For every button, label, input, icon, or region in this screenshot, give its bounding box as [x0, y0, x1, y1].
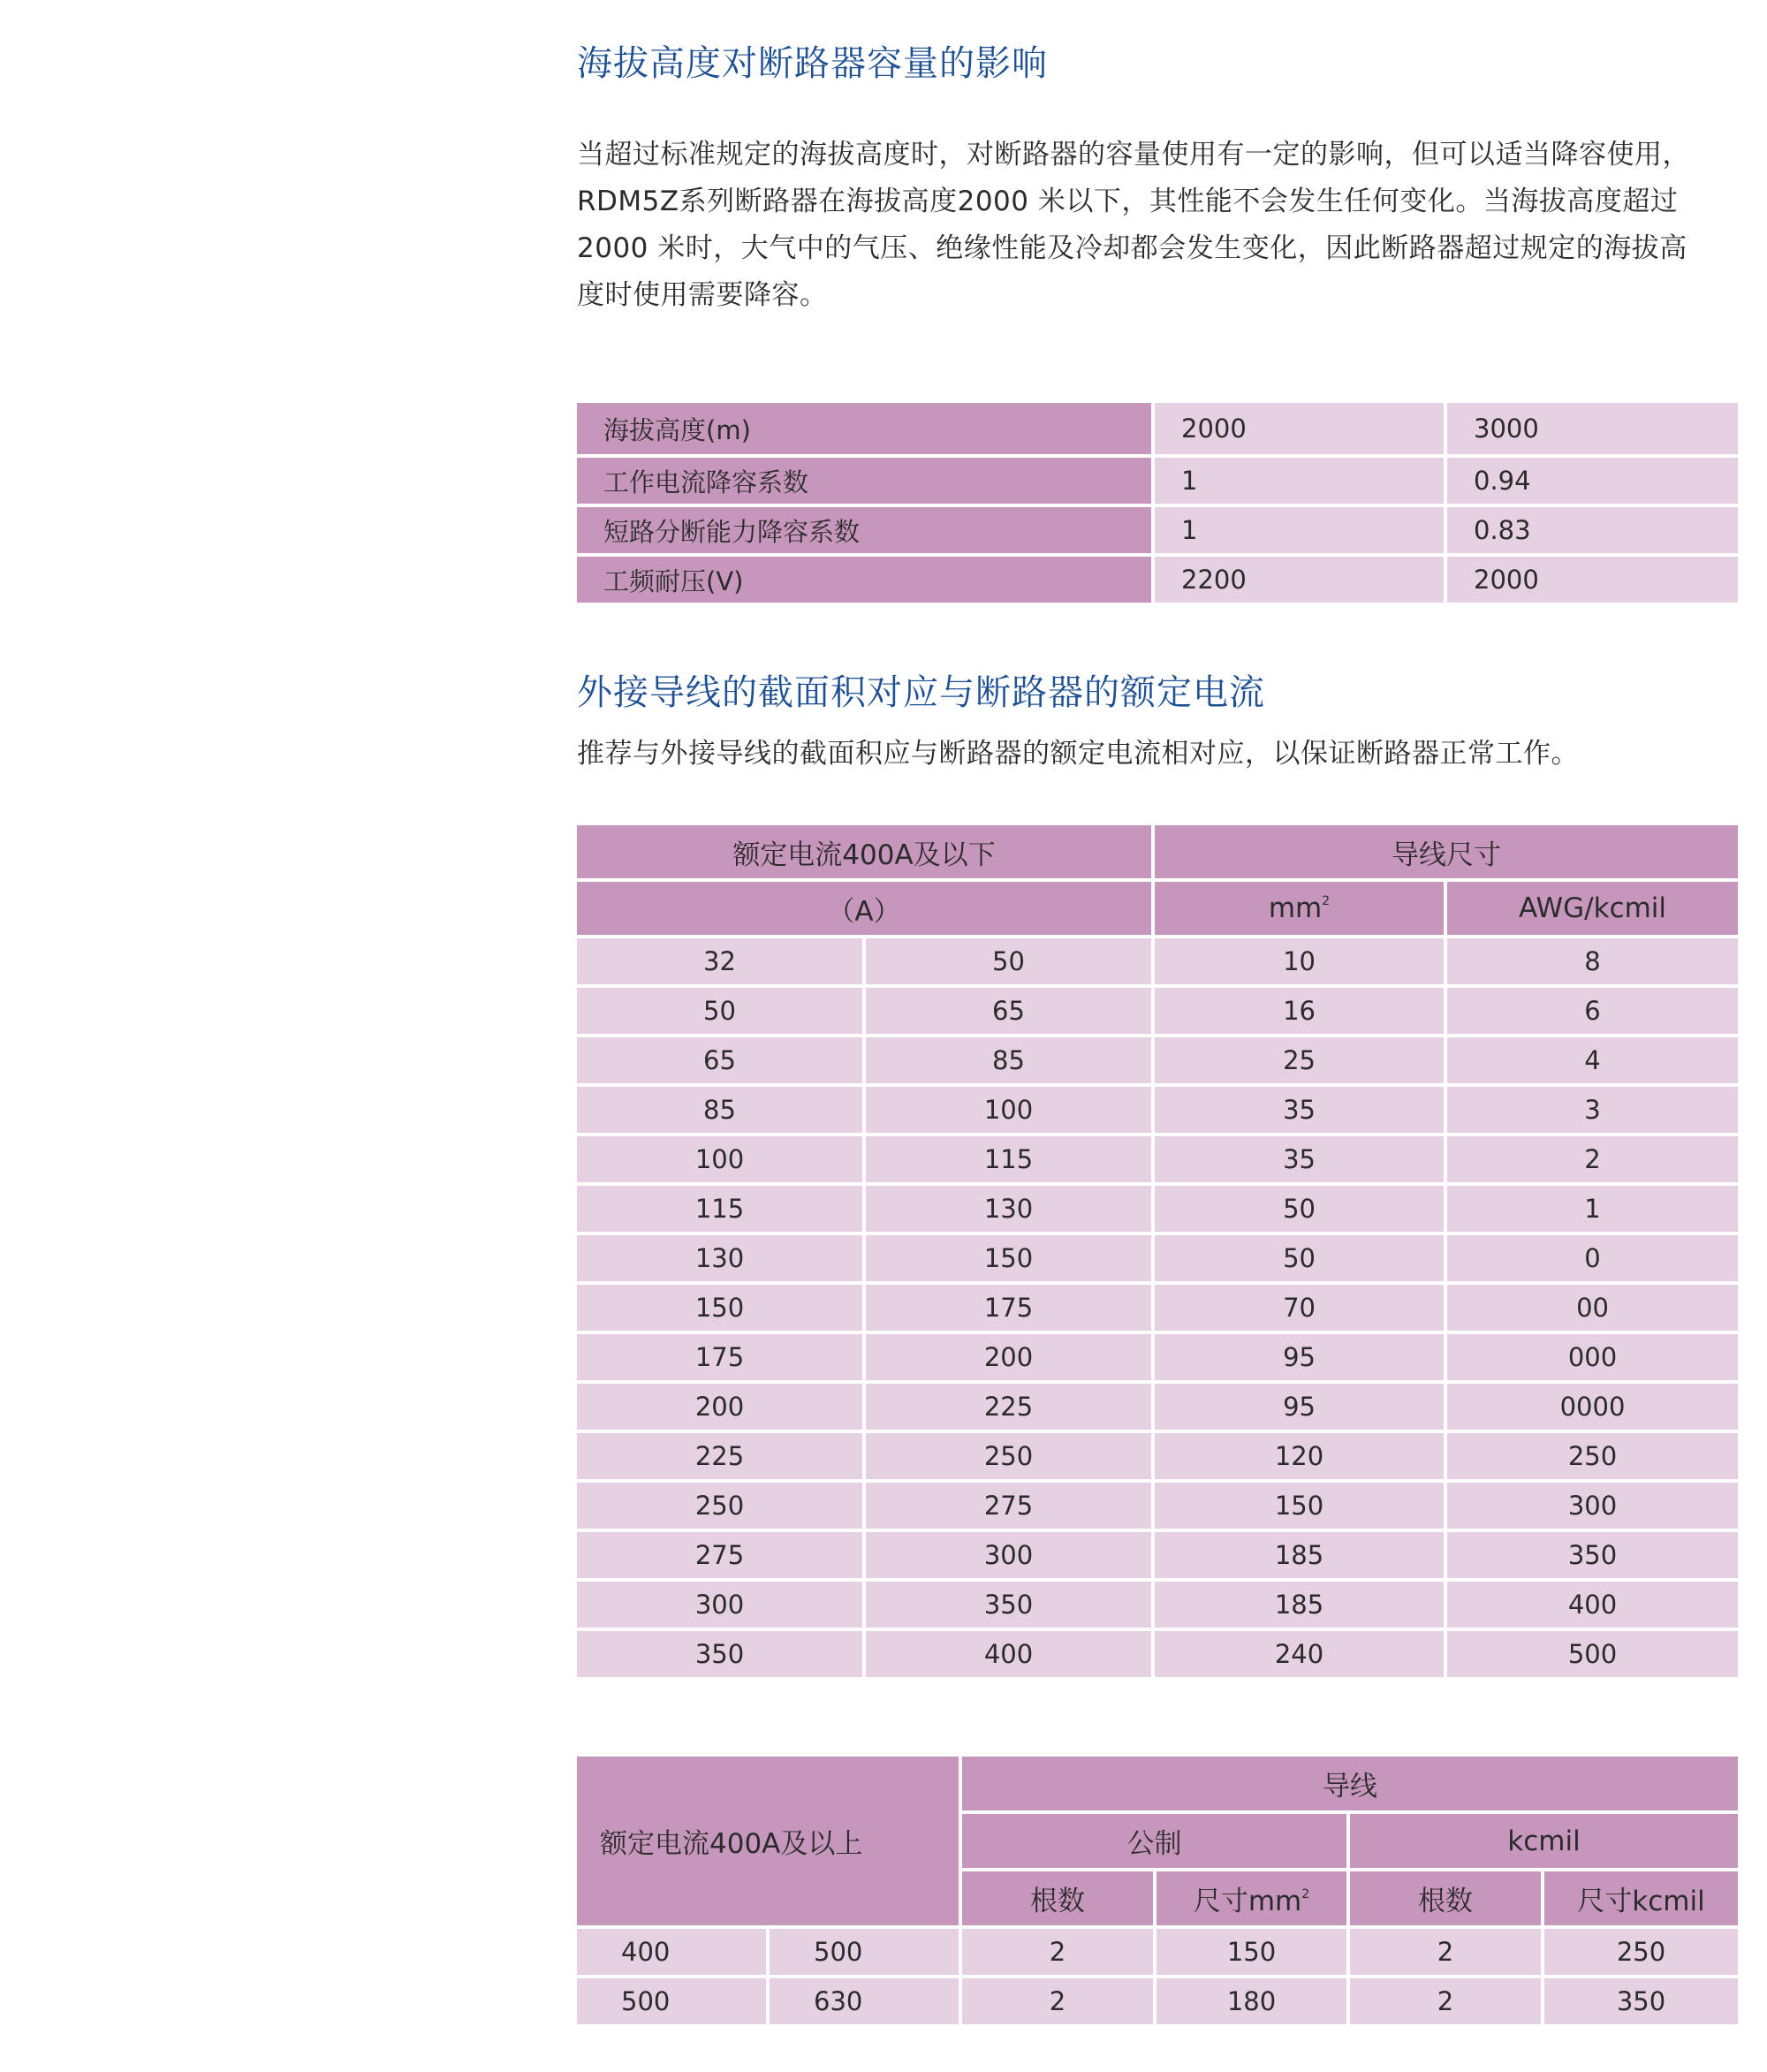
table-cell: 115: [864, 1135, 1153, 1184]
table-cell: 120: [1153, 1431, 1445, 1481]
row-label: 海拔高度(m): [575, 401, 1153, 456]
table-header-row: [575, 1755, 1740, 1812]
table-cell: 2: [1445, 1135, 1740, 1184]
table-cell: 2: [960, 1977, 1155, 2026]
table-cell: 100: [575, 1135, 864, 1184]
table-cell: 50: [1153, 1184, 1445, 1233]
table-cell: 0.83: [1445, 505, 1740, 555]
table-row: [575, 1332, 1740, 1382]
table-cell: 65: [575, 1036, 864, 1085]
header-size-mm2: [1155, 1870, 1348, 1927]
table-cell: 000: [1445, 1332, 1740, 1382]
table-cell: 00: [1445, 1283, 1740, 1332]
table-cell: 350: [864, 1580, 1153, 1629]
row-label: 工频耐压(V): [575, 555, 1153, 604]
table-cell: 275: [575, 1530, 864, 1580]
header-wire-size: 导线尺寸: [1153, 823, 1740, 880]
table-row: [575, 1135, 1740, 1184]
table-cell: 350: [1445, 1530, 1740, 1580]
table-cell: 115: [575, 1184, 864, 1233]
table-cell: 250: [1445, 1431, 1740, 1481]
table-cell: 225: [864, 1382, 1153, 1431]
section1-title: 海拔高度对断路器容量的影响: [577, 43, 1048, 84]
table-cell: 175: [575, 1332, 864, 1382]
table-cell: 185: [1153, 1530, 1445, 1580]
table-cell: 1: [1445, 1184, 1740, 1233]
table-cell: 400: [864, 1629, 1153, 1679]
table-cell: 150: [1153, 1481, 1445, 1530]
paragraph-line: 当超过标准规定的海拔高度时，对断路器的容量使用有一定的影响，但可以适当降容使用，: [577, 139, 1690, 171]
table-cell: 10: [1153, 937, 1445, 986]
table-cell: 2: [1348, 1927, 1543, 1977]
table-row: [575, 1629, 1740, 1679]
table-cell: 85: [575, 1085, 864, 1135]
table-row: [575, 1530, 1740, 1580]
table-cell: 4: [1445, 1036, 1740, 1085]
table-cell: 130: [864, 1184, 1153, 1233]
header-rated-current: 额定电流400A及以上: [575, 1755, 960, 1927]
table-row: [575, 1977, 1740, 2026]
table-cell: 0.94: [1445, 456, 1740, 505]
header-rated-current: 额定电流400A及以下: [575, 823, 1153, 880]
header-unit-a: （A）: [575, 880, 1153, 937]
table-cell: 0: [1445, 1233, 1740, 1283]
table-cell: 185: [1153, 1580, 1445, 1629]
table-cell: 500: [575, 1977, 768, 2026]
table-row: [575, 1233, 1740, 1283]
table-cell: 130: [575, 1233, 864, 1283]
table-row: [575, 401, 1740, 456]
table-cell: 300: [575, 1580, 864, 1629]
table-cell: 175: [864, 1283, 1153, 1332]
table-header-row: [575, 880, 1740, 937]
wire-size-table-below-400a: [573, 822, 1741, 1681]
header-metric: 公制: [960, 1812, 1348, 1870]
table-cell: 1: [1153, 456, 1445, 505]
table-cell: 500: [768, 1927, 960, 1977]
header-awg-kcmil: AWG/kcmil: [1445, 880, 1740, 937]
table-cell: 350: [1543, 1977, 1740, 2026]
table-cell: 50: [864, 937, 1153, 986]
table-cell: 8: [1445, 937, 1740, 986]
table-cell: 150: [1155, 1927, 1348, 1977]
header-mm2: [1153, 880, 1445, 937]
table-cell: 200: [575, 1382, 864, 1431]
table-cell: 95: [1153, 1332, 1445, 1382]
altitude-derating-table: [573, 399, 1741, 606]
header-size-mm-sup: 2: [1301, 1887, 1310, 1901]
table-cell: 6: [1445, 986, 1740, 1036]
table-cell: 25: [1153, 1036, 1445, 1085]
table-cell: 240: [1153, 1629, 1445, 1679]
table-cell: 250: [1543, 1927, 1740, 1977]
paragraph-line: RDM5Z系列断路器在海拔高度2000 米以下，其性能不会发生任何变化。当海拔高度超过: [577, 186, 1679, 217]
table-cell: 35: [1153, 1135, 1445, 1184]
header-size-kcmil: 尺寸kcmil: [1543, 1870, 1740, 1927]
table-cell: 100: [864, 1085, 1153, 1135]
table-row: [575, 1927, 1740, 1977]
table-row: [575, 1283, 1740, 1332]
header-kcmil: kcmil: [1348, 1812, 1740, 1870]
table-row: [575, 1382, 1740, 1431]
table-cell: 300: [1445, 1481, 1740, 1530]
header-count-metric: 根数: [960, 1870, 1155, 1927]
header-wire: 导线: [960, 1755, 1740, 1812]
table-cell: 0000: [1445, 1382, 1740, 1431]
row-label: 短路分断能力降容系数: [575, 505, 1153, 555]
table-cell: 350: [575, 1629, 864, 1679]
table-row: [575, 456, 1740, 505]
table-cell: 250: [864, 1431, 1153, 1481]
table-cell: 16: [1153, 986, 1445, 1036]
table-cell: 400: [575, 1927, 768, 1977]
table-row: [575, 1085, 1740, 1135]
table-cell: 3000: [1445, 401, 1740, 456]
table-row: [575, 1481, 1740, 1530]
table-row: [575, 1431, 1740, 1481]
paragraph-line: 度时使用需要降容。: [577, 279, 828, 311]
table-cell: 2: [1348, 1977, 1543, 2026]
table-row: [575, 1184, 1740, 1233]
table-cell: 630: [768, 1977, 960, 2026]
table-row: [575, 986, 1740, 1036]
table-row: [575, 505, 1740, 555]
table-row: [575, 1036, 1740, 1085]
table-cell: 300: [864, 1530, 1153, 1580]
wire-size-table-above-400a: [573, 1753, 1741, 2028]
table-cell: 50: [1153, 1233, 1445, 1283]
table-cell: 200: [864, 1332, 1153, 1382]
header-mm-text: mm: [1268, 892, 1323, 924]
table-cell: 35: [1153, 1085, 1445, 1135]
table-cell: 500: [1445, 1629, 1740, 1679]
table-cell: 150: [575, 1283, 864, 1332]
header-count-kcmil: 根数: [1348, 1870, 1543, 1927]
table-cell: 150: [864, 1233, 1153, 1283]
table-cell: 70: [1153, 1283, 1445, 1332]
table-row: [575, 555, 1740, 604]
header-size-mm-text: 尺寸mm: [1193, 1886, 1302, 1917]
table-cell: 180: [1155, 1977, 1348, 2026]
section2-title: 外接导线的截面积对应与断路器的额定电流: [577, 672, 1265, 713]
table-cell: 250: [575, 1481, 864, 1530]
table-cell: 1: [1153, 505, 1445, 555]
table-cell: 275: [864, 1481, 1153, 1530]
table-row: [575, 1580, 1740, 1629]
table-cell: 3: [1445, 1085, 1740, 1135]
table-cell: 400: [1445, 1580, 1740, 1629]
table-cell: 32: [575, 937, 864, 986]
table-header-row: [575, 823, 1740, 880]
paragraph-line: 2000 米时，大气中的气压、绝缘性能及冷却都会发生变化，因此断路器超过规定的海拔高: [577, 232, 1687, 264]
row-label: 工作电流降容系数: [575, 456, 1153, 505]
table-cell: 85: [864, 1036, 1153, 1085]
table-cell: 225: [575, 1431, 864, 1481]
table-cell: 2000: [1445, 555, 1740, 604]
table-cell: 50: [575, 986, 864, 1036]
table-cell: 2000: [1153, 401, 1445, 456]
section2-paragraph: 推荐与外接导线的截面积应与断路器的额定电流相对应，以保证断路器正常工作。: [577, 738, 1579, 770]
table-row: [575, 937, 1740, 986]
section1-paragraph: [577, 132, 1734, 319]
table-cell: 65: [864, 986, 1153, 1036]
table-cell: 95: [1153, 1382, 1445, 1431]
table-cell: 2200: [1153, 555, 1445, 604]
table-cell: 2: [960, 1927, 1155, 1977]
header-mm-sup: 2: [1322, 894, 1331, 908]
